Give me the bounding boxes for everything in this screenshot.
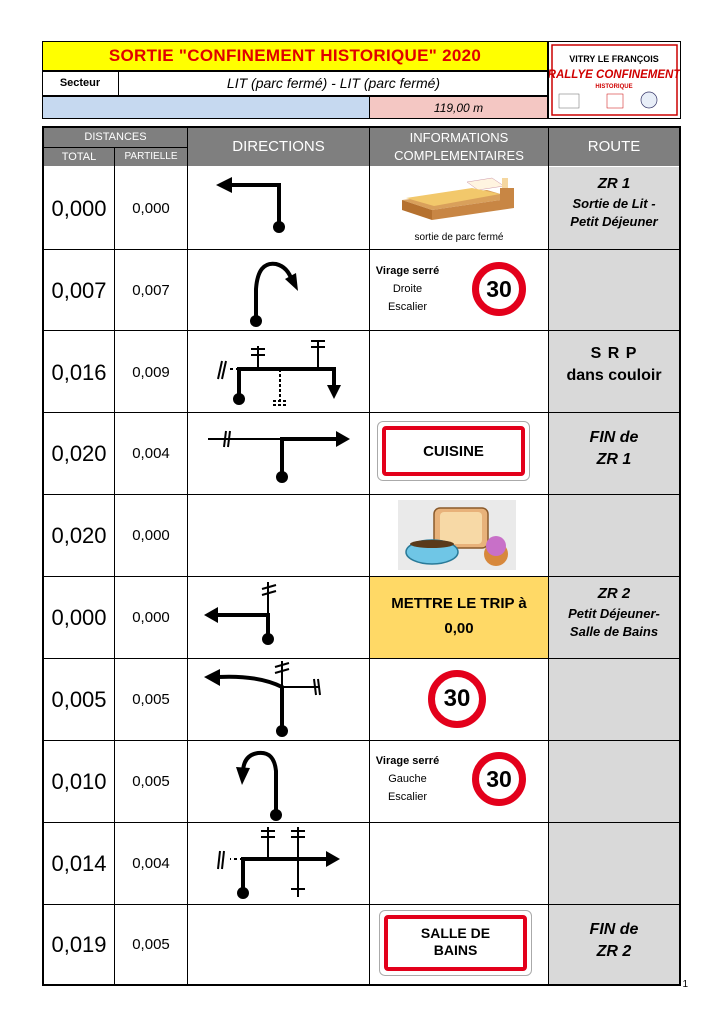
route-cell [549, 741, 679, 822]
distance-partial: 0,004 [132, 855, 170, 872]
route-text: FIN de [589, 429, 639, 446]
col-distances: DISTANCES [44, 128, 187, 147]
col-directions: DIRECTIONS [188, 128, 369, 166]
distance-partial: 0,000 [132, 527, 170, 544]
route-zone: ZR 1 [597, 175, 631, 192]
distance-partial: 0,009 [132, 364, 170, 381]
speed-limit-sign: 30 [472, 262, 526, 316]
distance-partial: 0,005 [132, 691, 170, 708]
route-text: FIN de [589, 921, 639, 938]
route-zone: S R P [590, 345, 638, 362]
tulip-bear-left [204, 661, 320, 737]
svg-text:VITRY LE FRANÇOIS: VITRY LE FRANÇOIS [569, 54, 659, 64]
route-cell [549, 659, 679, 740]
route-zone: ZR 2 [597, 585, 631, 602]
info-text [370, 752, 445, 806]
speed-limit-sign: 30 [428, 670, 486, 728]
cuisine-sign [377, 421, 530, 481]
route-zone: ZR 2 [596, 943, 632, 960]
tulip-corridor-right [218, 341, 341, 405]
tulip-straight [208, 431, 350, 483]
route-cell [549, 167, 679, 249]
speed-limit-sign: 30 [472, 752, 526, 806]
info-line: Escalier [387, 301, 428, 313]
tulip-left-turn [216, 177, 285, 233]
tulip-hairpin-right [250, 264, 298, 327]
route-text: Salle de Bains [569, 624, 659, 639]
trip-reset-cell [370, 577, 548, 658]
distance-total: 0,000 [51, 196, 107, 221]
distance-total: 0,020 [51, 441, 107, 466]
svg-text:RALLYE CONFINEMENT: RALLYE CONFINEMENT [549, 69, 680, 81]
col-partielle: PARTIELLE [115, 148, 187, 166]
sign-line: SALLE DE [420, 925, 491, 941]
distance-partial: 0,005 [132, 773, 170, 790]
route-cell [549, 823, 679, 904]
distance-total: 0,007 [51, 278, 107, 303]
distance-partial: 0,004 [132, 445, 170, 462]
col-total: TOTAL [44, 148, 114, 166]
sign-line: BAINS [433, 942, 478, 958]
tulip-diagrams [188, 167, 369, 984]
page-title: SORTIE "CONFINEMENT HISTORIQUE" 2020 [42, 41, 548, 71]
col-info-line2: COMPLEMENTAIRES [394, 148, 524, 163]
sector-route [119, 71, 548, 96]
route-cell [549, 331, 679, 412]
distance-total: 0,000 [51, 605, 107, 630]
breakfast-icon [398, 500, 516, 570]
col-info [370, 128, 548, 166]
distance-total: 0,016 [51, 360, 107, 385]
info-line: Gauche [388, 773, 427, 785]
rally-logo-graphic [549, 42, 680, 118]
info-line: METTRE LE TRIP à [391, 595, 527, 612]
distance-partial: 0,000 [132, 200, 170, 217]
distance-total: 0,020 [51, 523, 107, 548]
route-text: dans couloir [566, 367, 662, 384]
info-line: Droite [392, 283, 423, 295]
grid-line [44, 147, 187, 148]
rally-logo [548, 41, 681, 119]
route-text: Petit Déjeuner- [568, 606, 660, 621]
route-text: Sortie de Lit - [572, 196, 656, 211]
info-line: 0,00 [444, 620, 474, 637]
tulip-left-turn-2 [204, 582, 276, 645]
info-caption: sortie de parc fermé [414, 232, 504, 243]
route-cell [549, 250, 679, 330]
bathroom-sign [379, 910, 532, 976]
route-zone: ZR 1 [596, 451, 632, 468]
distance-partial: 0,000 [132, 609, 170, 626]
route-cell [549, 413, 679, 494]
distance-total: 0,014 [51, 851, 107, 876]
distance-total: 0,019 [51, 932, 107, 957]
tulip-hairpin-left [236, 753, 282, 821]
col-info-line1: INFORMATIONS [409, 130, 509, 145]
route-cell [549, 495, 679, 576]
route-cell [549, 905, 679, 984]
sign-text [384, 915, 527, 971]
sector-distance: 119,00 m [369, 96, 548, 119]
svg-text:HISTORIQUE: HISTORIQUE [595, 84, 633, 90]
distance-partial: 0,007 [132, 282, 170, 299]
sector-blank [42, 96, 370, 119]
info-line: Virage serré [375, 265, 440, 277]
info-text [370, 262, 445, 316]
page-number: 1 [682, 979, 688, 990]
info-line: Escalier [387, 791, 428, 803]
route-text: Petit Déjeuner [570, 214, 658, 229]
grid-line [369, 128, 370, 984]
tulip-corridor-right-2 [218, 827, 340, 899]
distance-partial: 0,005 [132, 936, 170, 953]
route-cell [549, 577, 679, 658]
col-route: ROUTE [549, 128, 679, 166]
info-line: Virage serré [375, 755, 440, 767]
distance-total: 0,005 [51, 687, 107, 712]
secteur-label: Secteur [42, 71, 119, 96]
bed-icon [392, 172, 522, 228]
sign-text: CUISINE [382, 426, 525, 476]
distance-total: 0,010 [51, 769, 107, 794]
sector-route-text: LIT (parc fermé) - LIT (parc fermé) [226, 75, 441, 91]
